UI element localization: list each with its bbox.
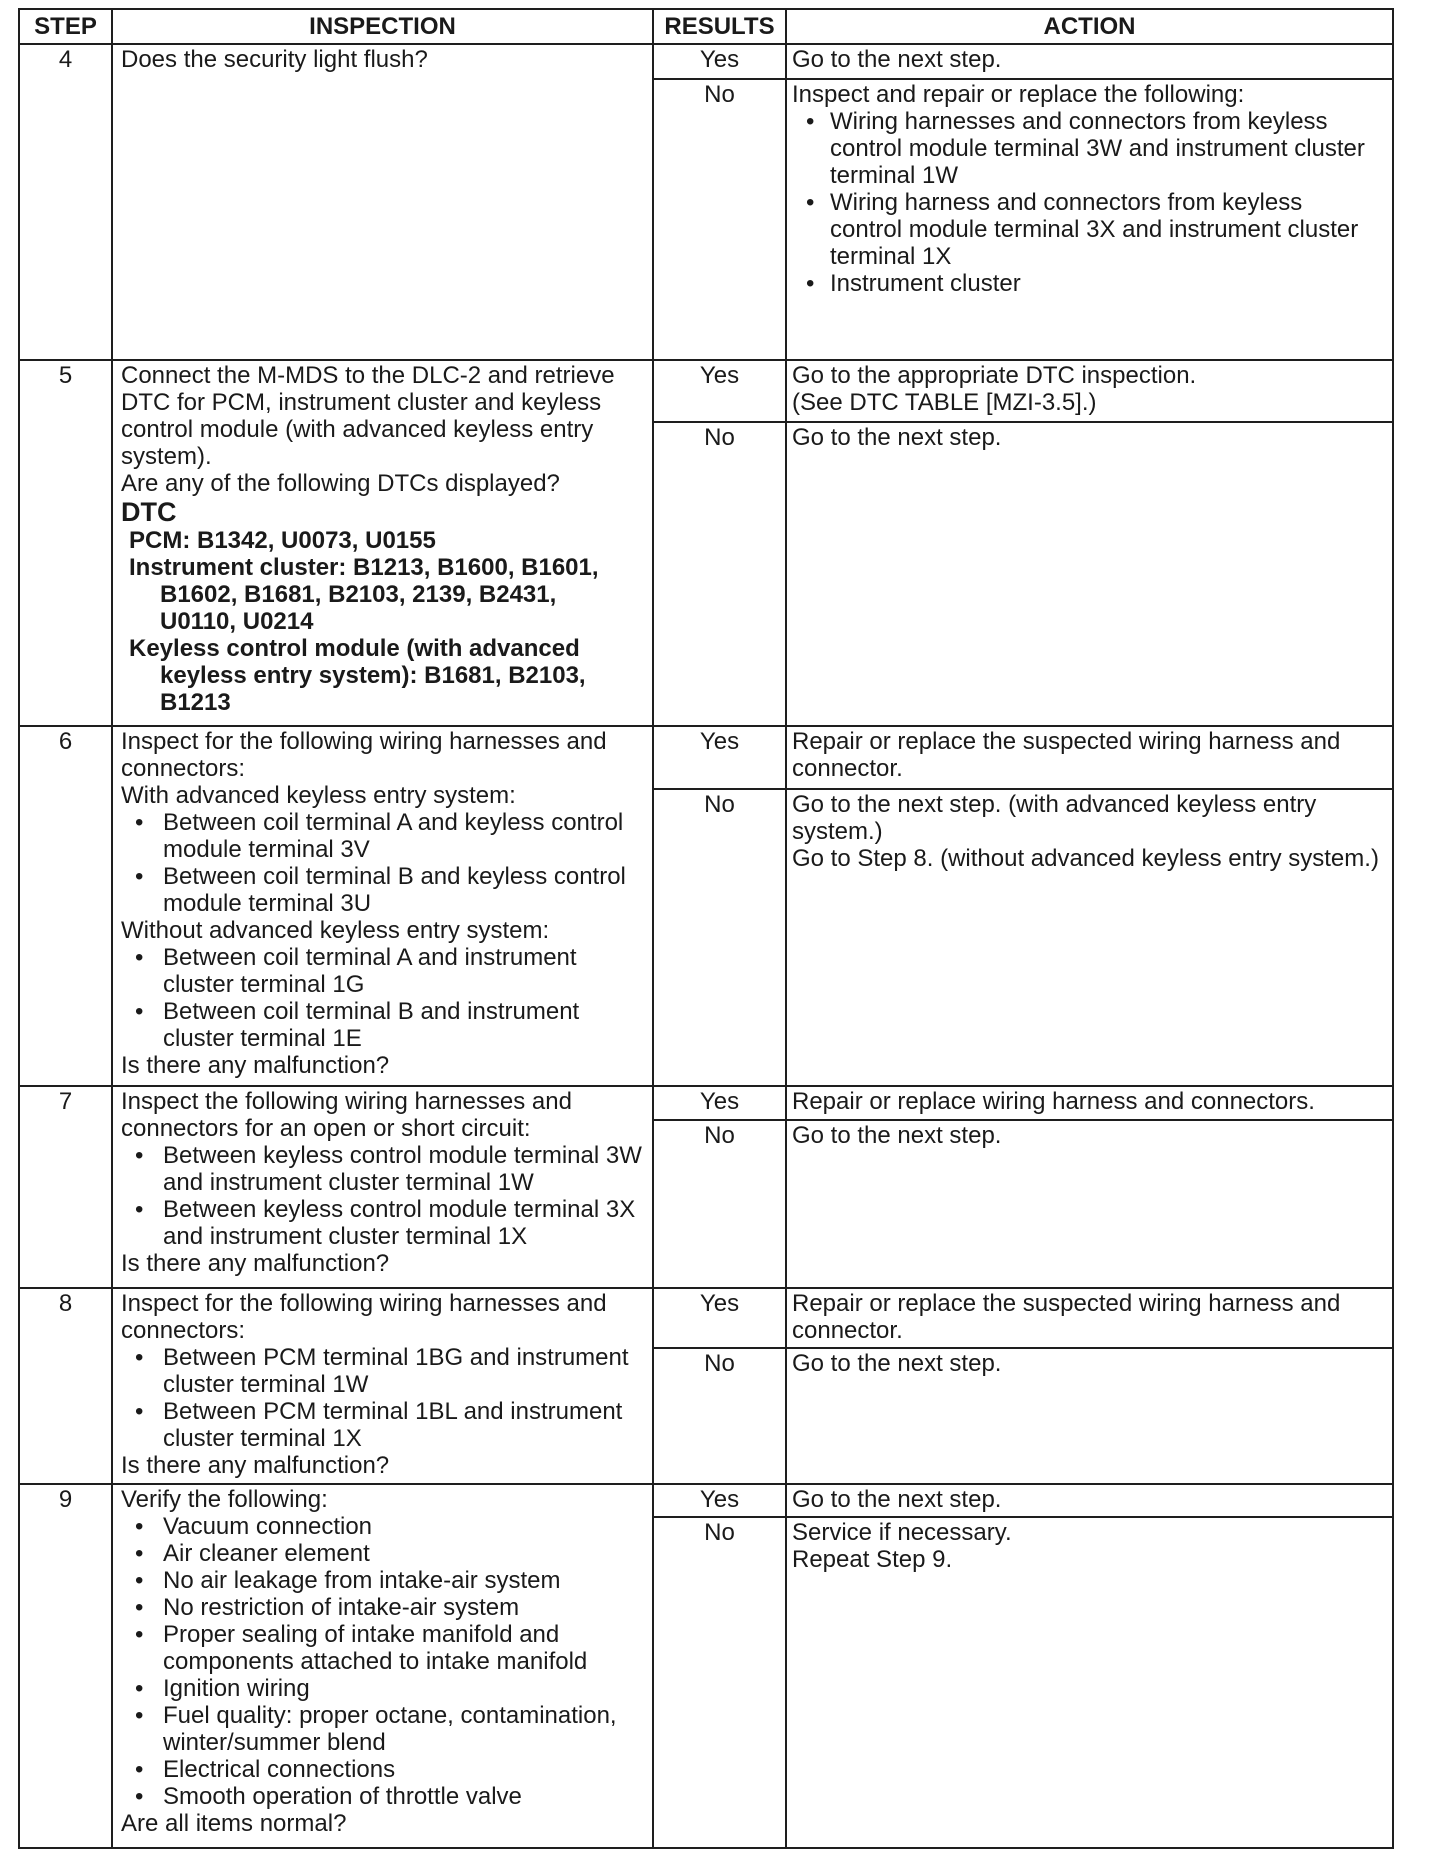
action-yes-cell: [786, 44, 1393, 79]
list-item: • Between coil terminal A and keyless control module terminal 3V: [121, 809, 647, 863]
list-item: • Between PCM terminal 1BG and instrument cluster terminal 1W: [121, 1344, 647, 1398]
step-number: 8: [19, 1288, 112, 1484]
inspection-group-label: Without advanced keyless entry system:: [121, 917, 550, 944]
step-number: 9: [19, 1484, 112, 1848]
action-no-cell: [786, 1517, 1393, 1848]
inspection-cell: [112, 1288, 653, 1484]
step-number: 4: [19, 44, 112, 360]
list-item: • Between coil terminal B and keyless control module terminal 3U: [121, 863, 647, 917]
result-yes: Yes: [653, 726, 786, 789]
result-yes: Yes: [653, 1288, 786, 1348]
inspection-question: Is there any malfunction?: [121, 1052, 390, 1079]
action-no-cell: [786, 1348, 1393, 1484]
result-no: No: [653, 789, 786, 1086]
list-item: • Between keyless control module terminal 3W and instrument cluster terminal 1W: [121, 1142, 647, 1196]
result-yes: Yes: [653, 1086, 786, 1120]
dtc-heading: DTC: [121, 497, 177, 527]
dtc-group: PCM: B1342, U0073, U0155: [129, 527, 436, 554]
step-6-yes-row: [19, 726, 1393, 789]
header-results: RESULTS: [653, 9, 786, 44]
list-item: • Instrument cluster: [792, 270, 1378, 297]
list-item: • Between coil terminal A and instrument cluster terminal 1G: [121, 944, 647, 998]
action-no-cell: [786, 789, 1393, 1086]
step-8-yes-row: [19, 1288, 1393, 1348]
inspection-group-label: With advanced keyless entry system:: [121, 782, 516, 809]
list-item: • Between coil terminal B and instrument cluster terminal 1E: [121, 998, 647, 1052]
action-yes-cell: [786, 360, 1393, 422]
action-text: Go to the next step. (with advanced keyless entry system.): [792, 791, 1317, 845]
inspection-cell: [112, 44, 653, 360]
list-item: • Wiring harness and connectors from keyless control module terminal 3X and instrument cluster terminal 1X: [792, 189, 1378, 270]
action-text: Go to the next step.: [792, 1486, 1002, 1513]
diagnostic-procedure-table: [18, 8, 1394, 1849]
list-item: • Smooth operation of throttle valve: [121, 1783, 647, 1810]
action-text: Go to Step 8. (without advanced keyless entry system.): [792, 845, 1379, 872]
inspection-question: Is there any malfunction?: [121, 1250, 390, 1277]
inspection-intro: Verify the following:: [121, 1486, 328, 1513]
result-no: No: [653, 1120, 786, 1288]
action-text: Repair or replace wiring harness and connectors.: [792, 1088, 1315, 1115]
step-5-yes-row: [19, 360, 1393, 422]
action-text: Go to the next step.: [792, 424, 1002, 451]
step-7-yes-row: [19, 1086, 1393, 1120]
list-item: • Wiring harnesses and connectors from keyless control module terminal 3W and instrument cluster terminal 1W: [792, 108, 1378, 189]
list-item: • Proper sealing of intake manifold and components attached to intake manifold: [121, 1621, 647, 1675]
inspection-intro: Inspect for the following wiring harnesses and connectors:: [121, 1290, 607, 1344]
inspection-intro: Connect the M-MDS to the DLC-2 and retrieve DTC for PCM, instrument cluster and keyless control module (with advanced keyless entry system).: [121, 362, 615, 470]
list-item: • Fuel quality: proper octane, contamination, winter/summer blend: [121, 1702, 647, 1756]
result-no: No: [653, 1348, 786, 1484]
inspection-checklist: [121, 809, 647, 917]
inspection-cell: [112, 726, 653, 1086]
inspection-intro: Inspect for the following wiring harnesses and connectors:: [121, 728, 607, 782]
list-item: • Between PCM terminal 1BL and instrument cluster terminal 1X: [121, 1398, 647, 1452]
action-text: Repair or replace the suspected wiring harness and connector.: [792, 728, 1341, 782]
action-text: Service if necessary.: [792, 1519, 1012, 1546]
result-yes: Yes: [653, 44, 786, 79]
inspection-checklist: [121, 944, 647, 1052]
action-text: Go to the next step.: [792, 1122, 1002, 1149]
header-step: STEP: [19, 9, 112, 44]
list-item: • Between keyless control module terminal 3X and instrument cluster terminal 1X: [121, 1196, 647, 1250]
list-item: • Electrical connections: [121, 1756, 647, 1783]
inspection-cell: [112, 1086, 653, 1288]
action-intro: Inspect and repair or replace the following:: [792, 81, 1245, 108]
result-yes: Yes: [653, 360, 786, 422]
action-text: Go to the appropriate DTC inspection.: [792, 362, 1197, 389]
inspection-question: Are all items normal?: [121, 1810, 347, 1837]
inspection-cell: [112, 360, 653, 726]
result-no: No: [653, 422, 786, 726]
list-item: • No air leakage from intake-air system: [121, 1567, 647, 1594]
action-yes-cell: [786, 1288, 1393, 1348]
result-no: No: [653, 1517, 786, 1848]
inspection-question: Does the security light flush?: [121, 46, 428, 73]
action-no-cell: [786, 422, 1393, 726]
action-no-cell: [786, 79, 1393, 360]
action-checklist: [792, 108, 1378, 297]
result-yes: Yes: [653, 1484, 786, 1517]
action-text: Go to the next step.: [792, 46, 1002, 73]
dtc-group: Keyless control module (with advanced keyless entry system): B1681, B2103, B1213: [129, 635, 586, 716]
step-9-yes-row: [19, 1484, 1393, 1517]
inspection-question: Is there any malfunction?: [121, 1452, 390, 1479]
list-item: • No restriction of intake-air system: [121, 1594, 647, 1621]
list-item: • Ignition wiring: [121, 1675, 647, 1702]
table-header-row: [19, 9, 1393, 44]
inspection-question: Are any of the following DTCs displayed?: [121, 470, 560, 497]
step-number: 7: [19, 1086, 112, 1288]
step-number: 5: [19, 360, 112, 726]
action-text: Go to the next step.: [792, 1350, 1002, 1377]
header-inspection: INSPECTION: [112, 9, 653, 44]
list-item: • Vacuum connection: [121, 1513, 647, 1540]
step-number: 6: [19, 726, 112, 1086]
action-yes-cell: [786, 1484, 1393, 1517]
inspection-cell: [112, 1484, 653, 1848]
dtc-group: Instrument cluster: B1213, B1600, B1601, B1602, B1681, B2103, 2139, B2431, U0110, U0214: [129, 554, 599, 635]
list-item: • Air cleaner element: [121, 1540, 647, 1567]
action-text: Repair or replace the suspected wiring harness and connector.: [792, 1290, 1341, 1344]
inspection-checklist: [121, 1344, 647, 1452]
action-no-cell: [786, 1120, 1393, 1288]
action-reference: (See DTC TABLE [MZI-3.5].): [792, 389, 1097, 416]
diagnostic-procedure-sheet: [18, 8, 1394, 1849]
header-action: ACTION: [786, 9, 1393, 44]
step-4-yes-row: [19, 44, 1393, 79]
action-yes-cell: [786, 726, 1393, 789]
inspection-checklist: [121, 1513, 647, 1810]
inspection-checklist: [121, 1142, 647, 1250]
inspection-intro: Inspect the following wiring harnesses and connectors for an open or short circuit:: [121, 1088, 572, 1142]
action-yes-cell: [786, 1086, 1393, 1120]
result-no: No: [653, 79, 786, 360]
action-text: Repeat Step 9.: [792, 1546, 953, 1573]
